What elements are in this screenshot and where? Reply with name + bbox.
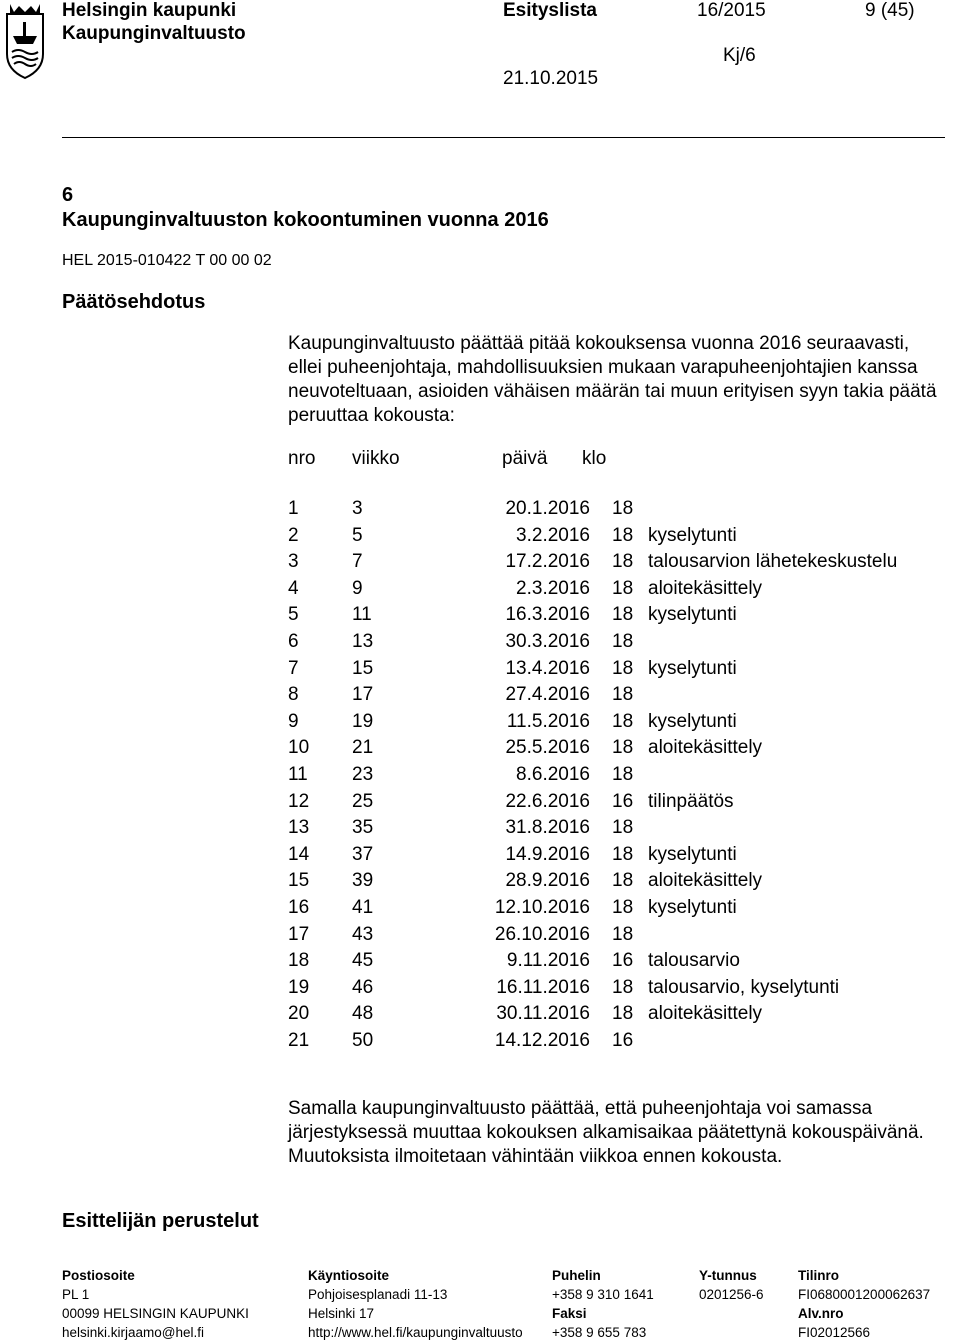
footer-visit — [308, 1266, 523, 1342]
row-week: 7 — [352, 551, 363, 573]
row-note — [648, 1028, 897, 1055]
row-nro: 13 — [288, 817, 310, 839]
row-nro: 8 — [288, 684, 299, 706]
row-week: 43 — [352, 923, 374, 945]
row-nro: 21 — [288, 1029, 310, 1051]
row-time: 18 — [612, 524, 634, 546]
row-week: 23 — [352, 763, 374, 785]
row-time: 18 — [612, 763, 634, 785]
row-week: 35 — [352, 817, 374, 839]
footer-vat-label: Alv.nro — [798, 1306, 844, 1321]
schedule-row — [288, 948, 897, 975]
footer-phone — [552, 1266, 654, 1342]
row-date: 11.5.2016 — [506, 710, 590, 732]
footer-ytunnus-label: Y-tunnus — [699, 1268, 757, 1283]
row-week: 15 — [352, 657, 374, 679]
row-week: 19 — [352, 710, 374, 732]
row-nro: 1 — [288, 498, 299, 519]
row-nro: 14 — [288, 843, 310, 865]
row-time: 18 — [612, 817, 634, 839]
row-nro: 17 — [288, 923, 310, 945]
row-date: 14.12.2016 — [494, 1029, 590, 1051]
row-note: talousarvion lähetekeskustelu — [648, 551, 898, 573]
row-nro: 4 — [288, 577, 299, 599]
row-time: 18 — [612, 710, 634, 732]
row-time: 18 — [612, 896, 634, 918]
row-note — [648, 682, 897, 709]
row-time: 18 — [612, 657, 634, 679]
row-date: 26.10.2016 — [494, 923, 590, 945]
row-date: 30.3.2016 — [505, 630, 590, 652]
footer-phone-label: Puhelin — [552, 1268, 601, 1283]
row-time: 16 — [612, 1029, 634, 1051]
row-date: 14.9.2016 — [505, 843, 590, 865]
schedule-row — [288, 815, 897, 842]
col-nro: nro — [288, 448, 316, 469]
row-time: 18 — [612, 630, 634, 652]
row-date: 3.2.2016 — [516, 524, 590, 546]
row-date: 9.11.2016 — [506, 950, 590, 972]
row-date: 12.10.2016 — [494, 896, 590, 918]
footer-email: helsinki.kirjaamo@hel.fi — [62, 1325, 205, 1340]
item-number: 6 — [62, 184, 74, 206]
row-week: 21 — [352, 737, 374, 759]
schedule-row — [288, 656, 897, 683]
footer-postal-l2: 00099 HELSINGIN KAUPUNKI — [62, 1306, 249, 1321]
row-time: 18 — [612, 577, 634, 599]
row-time: 18 — [612, 551, 634, 573]
footer-postal-label: Postiosoite — [62, 1268, 135, 1283]
schedule-row — [288, 895, 897, 922]
footer-postal-l1: PL 1 — [62, 1287, 90, 1302]
schedule-row — [288, 629, 897, 656]
row-week: 37 — [352, 843, 374, 865]
schedule-row — [288, 523, 897, 550]
col-day: päivä — [502, 448, 548, 469]
schedule-row — [288, 549, 897, 576]
row-time: 18 — [612, 870, 634, 892]
proposal-intro: Kaupunginvaltuusto päättää pitää kokouksensa vuonna 2016 seuraavasti, ellei puheenjohtaja, mahdollisuuksien mukaan varapuheenjohtajien kanssa neuvoteltuaan, asioiden vähäisen määrän tai muun erityisen syyn takia päätä peruuttaa kokousta: — [288, 333, 937, 426]
row-time: 16 — [612, 950, 634, 972]
item-title: Kaupunginvaltuuston kokoontuminen vuonna 2016 — [62, 209, 549, 231]
row-note: aloitekäsittely — [648, 1003, 763, 1025]
row-nro: 12 — [288, 790, 310, 812]
row-time: 18 — [612, 498, 634, 519]
row-note: aloitekäsittely — [648, 577, 763, 599]
helsinki-crest-logo — [4, 2, 46, 80]
row-note: aloitekäsittely — [648, 737, 763, 759]
row-week: 41 — [352, 896, 374, 918]
row-date: 28.9.2016 — [505, 870, 590, 892]
footer-fax-label: Faksi — [552, 1306, 587, 1321]
row-date: 31.8.2016 — [505, 817, 590, 839]
row-note: talousarvio, kyselytunti — [648, 976, 840, 998]
header-divider — [62, 137, 945, 138]
row-note: tilinpäätös — [648, 790, 734, 812]
row-week: 45 — [352, 950, 374, 972]
col-time: klo — [582, 448, 607, 469]
row-date: 25.5.2016 — [505, 737, 590, 759]
diary-number: HEL 2015-010422 T 00 00 02 — [62, 252, 272, 269]
row-note: kyselytunti — [648, 896, 737, 918]
header-number: 16/2015 — [697, 0, 766, 21]
row-note: kyselytunti — [648, 657, 737, 679]
footer-account-value: FI0680001200062637 — [798, 1287, 931, 1302]
header-org: Helsingin kaupunki — [62, 0, 237, 21]
row-week: 48 — [352, 1003, 374, 1025]
row-date: 16.11.2016 — [496, 976, 590, 998]
schedule-row — [288, 762, 897, 789]
row-date: 17.2.2016 — [505, 551, 590, 573]
row-nro: 2 — [288, 524, 299, 546]
row-week: 50 — [352, 1029, 374, 1051]
footer-account-label: Tilinro — [798, 1268, 840, 1283]
header-body: Kaupunginvaltuusto — [62, 23, 246, 44]
row-nro: 11 — [288, 763, 308, 785]
row-time: 18 — [612, 737, 634, 759]
header-page: 9 (45) — [865, 0, 915, 21]
footer-account — [798, 1266, 930, 1342]
row-date: 27.4.2016 — [505, 684, 590, 706]
footer-ytunnus-value: 0201256-6 — [699, 1287, 764, 1302]
row-nro: 9 — [288, 710, 299, 732]
row-week: 5 — [352, 524, 363, 546]
row-nro: 20 — [288, 1003, 310, 1025]
row-time: 18 — [612, 604, 634, 626]
schedule-row — [288, 735, 897, 762]
row-time: 16 — [612, 790, 634, 812]
header-date: 21.10.2015 — [503, 68, 599, 89]
row-note: kyselytunti — [648, 524, 737, 546]
row-time: 18 — [612, 976, 634, 998]
footer-visit-l2: Helsinki 17 — [308, 1306, 375, 1321]
proposal-closing: Samalla kaupunginvaltuusto päättää, että puheenjohtaja voi samassa järjestyksessä muuttaa kokouksen alkamisaikaa päätettynä kokouspäivänä. Muutoksista ilmoitetaan vähintään viikkoa ennen kokousta. — [288, 1098, 924, 1167]
col-week: viikko — [352, 448, 400, 469]
row-week: 25 — [352, 790, 374, 812]
proposal-heading: Päätösehdotus — [62, 291, 206, 313]
row-date: 30.11.2016 — [496, 1003, 590, 1025]
schedule-row — [288, 682, 897, 709]
row-note: aloitekäsittely — [648, 870, 763, 892]
schedule-row — [288, 602, 897, 629]
row-week: 39 — [352, 870, 374, 892]
schedule-header — [288, 446, 606, 473]
row-note — [648, 762, 897, 789]
schedule-row — [288, 576, 897, 603]
row-week: 3 — [352, 498, 363, 519]
rationale-heading: Esittelijän perustelut — [62, 1210, 259, 1232]
row-nro: 3 — [288, 551, 299, 573]
row-note: kyselytunti — [648, 843, 737, 865]
row-week: 17 — [352, 684, 374, 706]
row-date: 2.3.2016 — [516, 577, 590, 599]
row-nro: 16 — [288, 896, 310, 918]
schedule-row — [288, 1028, 897, 1055]
schedule-row — [288, 496, 897, 523]
row-time: 18 — [612, 843, 634, 865]
row-note — [648, 496, 897, 523]
footer-fax-number: +358 9 655 783 — [552, 1325, 647, 1340]
schedule-row — [288, 789, 897, 816]
row-nro: 10 — [288, 737, 310, 759]
footer-ytunnus — [699, 1266, 764, 1304]
schedule-row — [288, 842, 897, 869]
footer-postal — [62, 1266, 249, 1342]
row-week: 46 — [352, 976, 374, 998]
row-nro: 19 — [288, 976, 310, 998]
schedule-row — [288, 709, 897, 736]
row-date: 13.4.2016 — [505, 657, 590, 679]
row-time: 18 — [612, 684, 634, 706]
row-date: 20.1.2016 — [505, 498, 590, 519]
footer-url: http://www.hel.fi/kaupunginvaltuusto — [308, 1325, 523, 1340]
row-date: 22.6.2016 — [505, 790, 590, 812]
footer-vat-value: FI02012566 — [798, 1325, 871, 1340]
row-date: 8.6.2016 — [516, 763, 590, 785]
row-time: 18 — [612, 923, 634, 945]
schedule-table — [288, 496, 897, 1054]
row-note — [648, 815, 897, 842]
row-nro: 18 — [288, 950, 310, 972]
row-note: talousarvio — [648, 950, 740, 972]
row-note — [648, 629, 897, 656]
row-note — [648, 922, 897, 949]
row-note: kyselytunti — [648, 604, 737, 626]
row-week: 13 — [352, 630, 374, 652]
row-time: 18 — [612, 1003, 634, 1025]
footer-visit-label: Käyntiosoite — [308, 1268, 390, 1283]
header-doc-type: Esityslista — [503, 0, 597, 21]
row-week: 9 — [352, 577, 363, 599]
schedule-row — [288, 1001, 897, 1028]
header-item-code: Kj/6 — [723, 45, 756, 66]
schedule-row — [288, 922, 897, 949]
footer-visit-l1: Pohjoisesplanadi 11-13 — [308, 1287, 448, 1302]
row-date: 16.3.2016 — [505, 604, 590, 626]
schedule-row — [288, 975, 897, 1002]
row-nro: 6 — [288, 630, 299, 652]
row-nro: 7 — [288, 657, 299, 679]
row-nro: 15 — [288, 870, 310, 892]
row-note: kyselytunti — [648, 710, 737, 732]
row-week: 11 — [352, 604, 372, 626]
row-nro: 5 — [288, 604, 299, 626]
footer-phone-number: +358 9 310 1641 — [552, 1287, 654, 1302]
schedule-row — [288, 868, 897, 895]
